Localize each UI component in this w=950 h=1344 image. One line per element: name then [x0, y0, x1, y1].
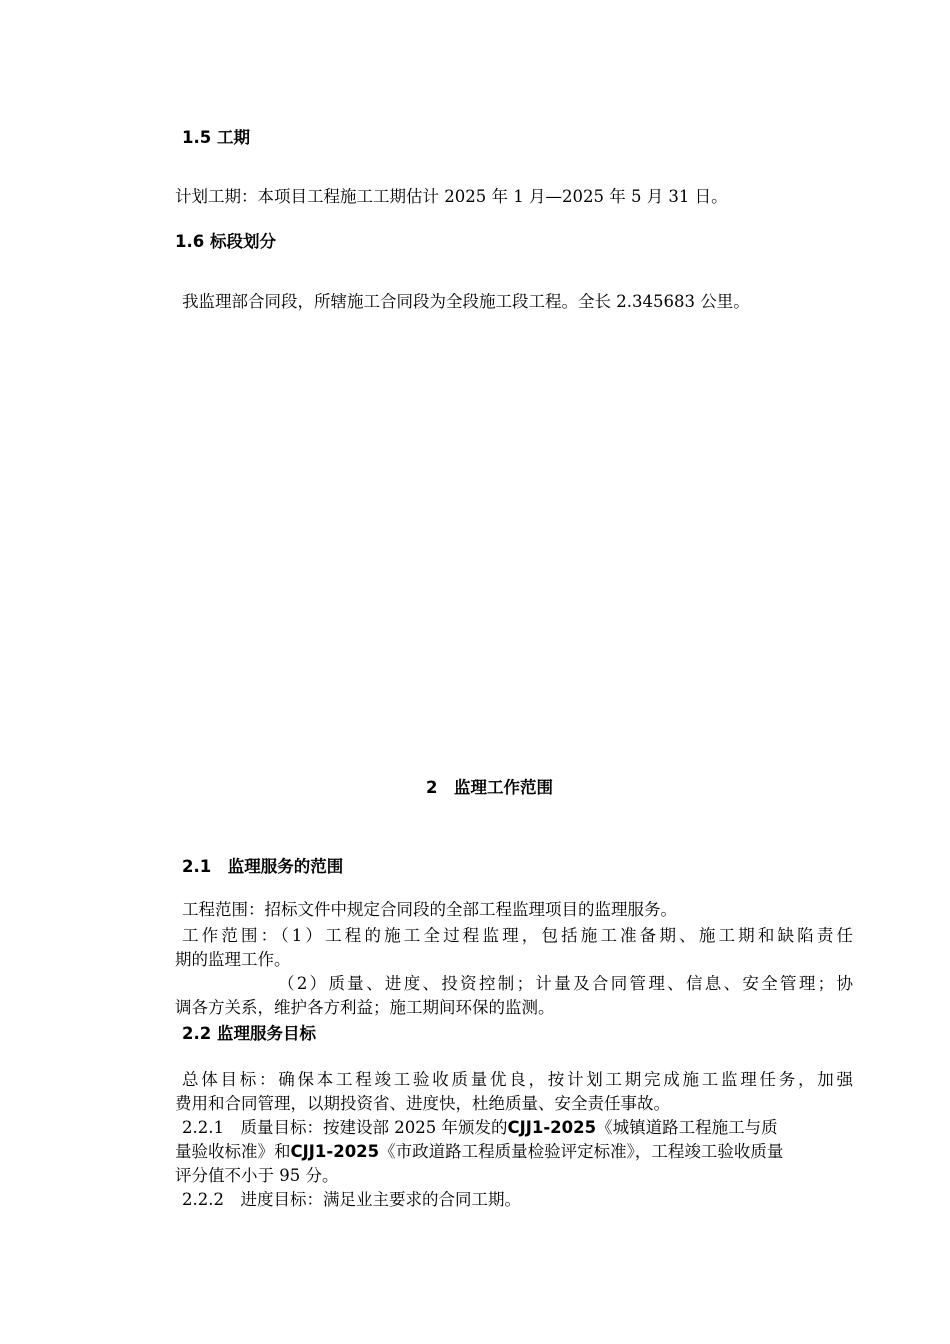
quality-goal-line-2-end: 《市政道路工程质量检验评定标准》，工程竣工验收质量: [379, 1142, 784, 1161]
work-scope-item-2-line-2: 调各方关系，维护各方利益；施工期间环保的监测。: [175, 998, 555, 1017]
standard-code-1: CJJ1-2025: [507, 1118, 597, 1137]
work-scope-item-2-line-1: （2）质量、进度、投资控制；计量及合同管理、信息、安全管理；协: [278, 974, 853, 993]
quality-goal-line-2-start: 量验收标准》和: [175, 1142, 291, 1161]
section-heading-2-2: 2.2 监理服务目标: [182, 1024, 316, 1043]
section-division-text: 我监理部合同段，所辖施工合同段为全段施工段工程。全长 2.345683 公里。: [182, 292, 750, 311]
standard-code-2: CJJ1-2025: [290, 1142, 380, 1161]
section-heading-1-6: 1.6 标段划分: [175, 232, 276, 251]
quality-goal-line-1: [182, 1116, 778, 1140]
standard-name-1: 《城镇道路工程施工与质: [596, 1118, 778, 1137]
chapter-title: 2 监理工作范围: [426, 778, 553, 797]
quality-goal-line-3: 评分值不小于 95 分。: [175, 1166, 339, 1185]
section-heading-2-1: 2.1 监理服务的范围: [182, 857, 344, 876]
overall-goal-line-1: 总体目标：确保本工程竣工验收质量优良，按计划工期完成施工监理任务，加强: [182, 1070, 853, 1089]
engineering-scope-text: 工程范围：招标文件中规定合同段的全部工程监理项目的监理服务。: [182, 900, 677, 919]
work-scope-line-1: 工作范围：（1）工程的施工全过程监理，包括施工准备期、施工期和缺陷责任: [182, 926, 853, 945]
work-scope-line-2: 期的监理工作。: [175, 950, 291, 969]
overall-goal-line-2: 费用和合同管理，以期投资省、进度快，杜绝质量、安全责任事故。: [175, 1094, 670, 1113]
quality-goal-line-2: [175, 1140, 783, 1164]
quality-goal-prefix: 2.2.1 质量目标：按建设部 2025 年颁发的: [182, 1118, 508, 1137]
section-heading-1-5: 1.5 工期: [182, 128, 250, 147]
planned-duration-text: 计划工期：本项目工程施工工期估计 2025 年 1 月—2025 年 5 月 31 日。: [175, 187, 728, 206]
schedule-goal-text: 2.2.2 进度目标：满足业主要求的合同工期。: [182, 1190, 521, 1209]
